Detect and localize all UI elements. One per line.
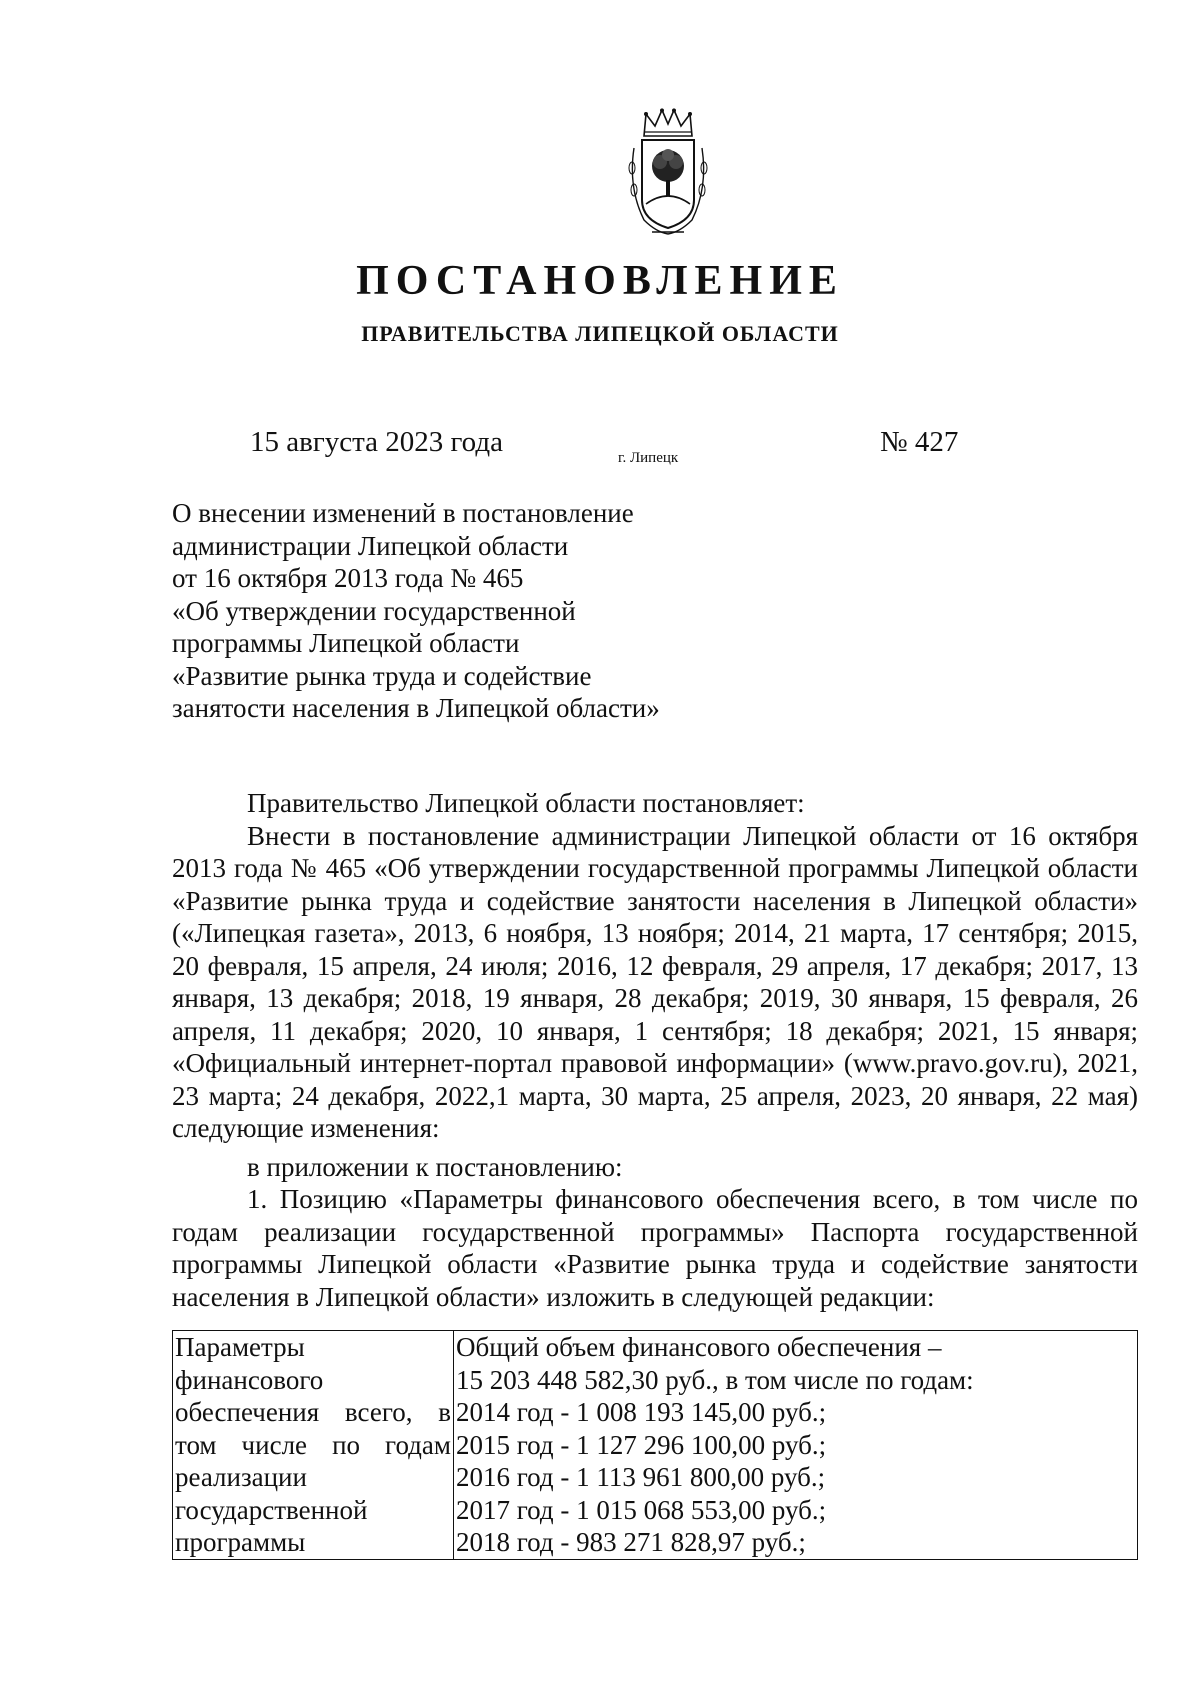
subject-line: О внесении изменений в постановление: [172, 498, 634, 528]
document-issuer: ПРАВИТЕЛЬСТВА ЛИПЕЦКОЙ ОБЛАСТИ: [361, 321, 839, 346]
subject-line: администрации Липецкой области: [172, 530, 569, 561]
value-line: 2015 год - 1 127 296 100,00 руб.;: [456, 1429, 827, 1460]
document-subject: [172, 497, 732, 725]
value-line: 2016 год - 1 113 961 800,00 руб.;: [456, 1462, 826, 1492]
document-place: г. Липецк: [618, 450, 679, 466]
document-body: [172, 787, 1138, 1313]
subject-line: занятости населения в Липецкой области»: [172, 693, 660, 723]
values-cell: [454, 1331, 1138, 1560]
appendix-paragraph: в приложении к постановлению:: [247, 1151, 623, 1182]
document-title: ПОСТАНОВЛЕНИЕ: [356, 258, 844, 304]
document-date: 15 августа 2023 года: [250, 426, 503, 458]
lipetsk-coat-of-arms-icon: [622, 108, 714, 238]
table-row: [173, 1331, 1138, 1560]
value-line: Общий объем финансового обеспечения –: [456, 1332, 942, 1362]
main-paragraph: Внести в постановление администрации Липецкой области от 16 октября 2013 года № 465 «Об утверждении государственной программы Липецкой области «Развитие рынка труда и содействие занятости населения в Липецкой области» («Липецкая газета», 2013, 6 ноября, 13 ноября; 2014, 21 марта, 17 сентября; 2015, 20 февраля, 15 апреля, 24 июля; 2016, 12 февраля, 29 апреля, 17 декабря; 2017, 13 января, 13 декабря; 2018, 19 января, 28 декабря; 2019, 30 января, 15 февраля, 26 апреля, 11 декабря; 2020, 10 января, 1 сентября; 18 декабря; 2021, 15 января; «Официальный интернет-портал правовой информации» (www.pravo.gov.ru), 2021, 23 марта; 24 декабря, 2022,1 марта, 30 марта, 25 апреля, 2023, 20 января, 22 мая) следующие изменения:: [172, 820, 1138, 1143]
subject-line: «Об утверждении государственной: [172, 595, 576, 626]
value-line: 2017 год - 1 015 068 553,00 руб.;: [456, 1494, 827, 1525]
value-line: 2014 год - 1 008 193 145,00 руб.;: [456, 1397, 827, 1427]
item-1-paragraph: 1. Позицию «Параметры финансового обеспечения всего, в том числе по годам реализации государственной программы» Паспорта государственной программы Липецкой области «Развитие рынка труда и содействие занятости населения в Липецкой области» изложить в следующей редакции:: [172, 1184, 1138, 1312]
value-line: 2018 год - 983 271 828,97 руб.;: [456, 1527, 806, 1557]
preamble-paragraph: Правительство Липецкой области постановляет:: [247, 788, 805, 818]
subject-line: «Развитие рынка труда и содействие: [172, 660, 592, 691]
value-line: 15 203 448 582,30 руб., в том числе по годам:: [456, 1364, 974, 1395]
finance-table: [172, 1330, 1138, 1560]
param-label-cell: Параметры финансового обеспечения всего, в том числе по годам реализации государственной программы: [173, 1331, 454, 1560]
subject-line: программы Липецкой области: [172, 628, 520, 658]
document-number: № 427: [880, 426, 959, 458]
subject-line: от 16 октября 2013 года № 465: [172, 563, 524, 593]
